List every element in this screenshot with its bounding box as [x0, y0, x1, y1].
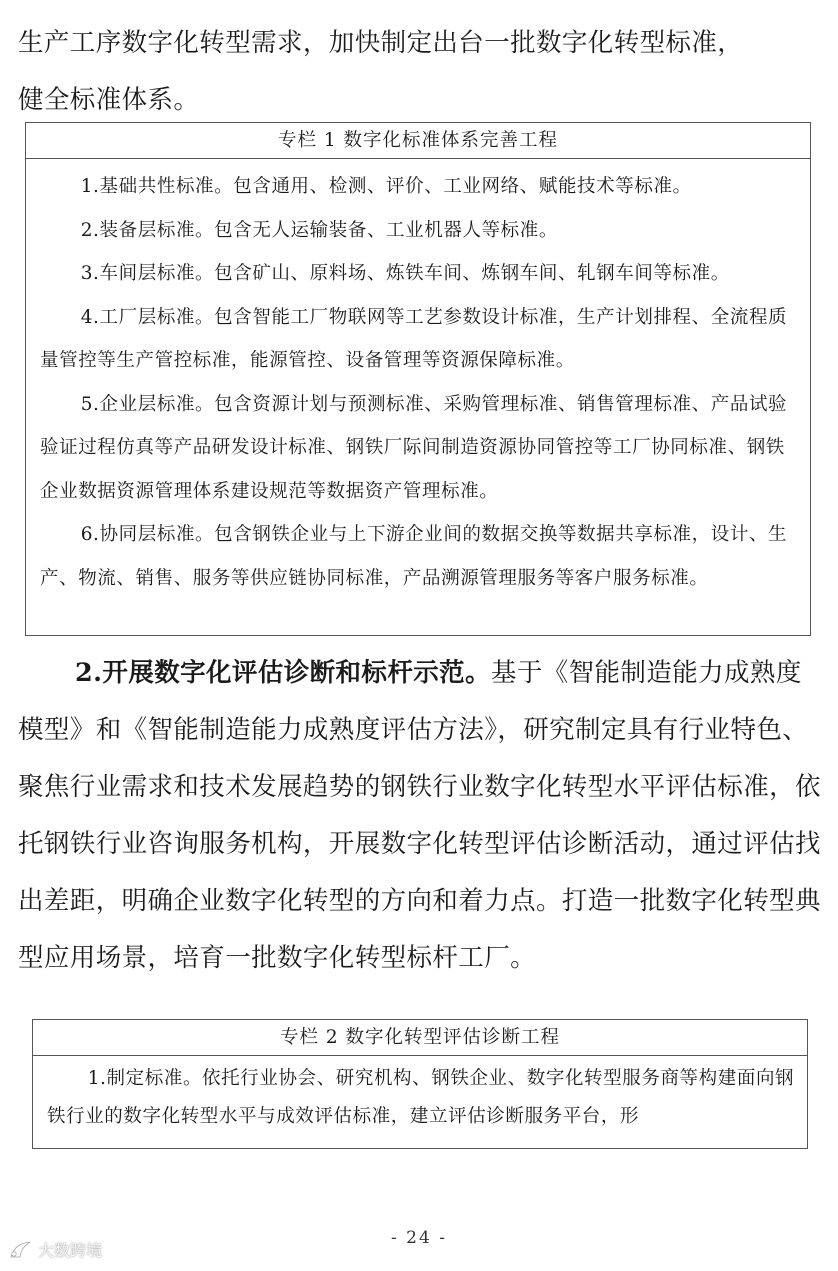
standard-item: 4.工厂层标准。包含智能工厂物联网等工艺参数设计标准，生产计划排程、全流程质量管控等生产管控标准，能源管控、设备管理等资源保障标准。: [40, 306, 788, 371]
logo-icon: [8, 1239, 34, 1261]
column-box-1: [25, 122, 811, 636]
standard-item: 5.企业层标准。包含资源计划与预测标准、采购管理标准、销售管理标准、产品试验验证过程仿真等产品研发设计标准、钢铁厂际间制造资源协同管控等工厂协同标准、钢铁企业数据资源管理体系建设规范等数据资产管理标准。: [40, 393, 788, 502]
intro-line: 健全标准体系。: [18, 85, 200, 115]
standard-item: 3.车间层标准。包含矿山、原料场、炼铁车间、炼钢车间、轧钢车间等标准。: [80, 263, 730, 284]
column-box-1-title: 专栏 1 数字化标准体系完善工程: [26, 123, 810, 159]
section-2-paragraph: [18, 645, 822, 987]
column-box-2: [32, 1019, 808, 1149]
column-box-2-title: 专栏 2 数字化转型评估诊断工程: [33, 1020, 807, 1056]
column-box-2-body: [33, 1056, 807, 1136]
watermark-text: 大数跨境: [38, 1241, 103, 1260]
page-number: - 24 -: [391, 1228, 447, 1248]
section-2-heading: 2.开展数字化评估诊断和标杆示范。: [75, 658, 491, 688]
column-box-1-body: [26, 159, 810, 600]
intro-line: 生产工序数字化转型需求，加快制定出台一批数字化转型标准，: [18, 28, 744, 58]
standard-item: 6.协同层标准。包含钢铁企业与上下游企业间的数据交换等数据共享标准，设计、生产、物流、销售、服务等供应链协同标准，产品溯源管理服务等客户服务标准。: [40, 524, 788, 589]
watermark: [8, 1238, 102, 1261]
assessment-item: 1.制定标准。依托行业协会、研究机构、钢铁企业、数字化转型服务商等构建面向钢铁行业的数字化转型水平与成效评估标准，建立评估诊断服务平台，形: [47, 1068, 795, 1127]
section-2-text: 基于《智能制造能力成熟度模型》和《智能制造能力成熟度评估方法》，研究制定具有行业特色、聚焦行业需求和技术发展趋势的钢铁行业数字化转型水平评估标准，依托钢铁行业咨询服务机构，开展数字化转型评估诊断活动，通过评估找出差距，明确企业数字化转型的方向和着力点。打造一批数字化转型典型应用场景，培育一批数字化转型标杆工厂。: [18, 658, 821, 973]
standard-item: 1.基础共性标准。包含通用、检测、评价、工业网络、赋能技术等标准。: [80, 176, 692, 197]
standard-item: 2.装备层标准。包含无人运输装备、工业机器人等标准。: [80, 219, 558, 241]
intro-paragraph: [18, 15, 822, 129]
